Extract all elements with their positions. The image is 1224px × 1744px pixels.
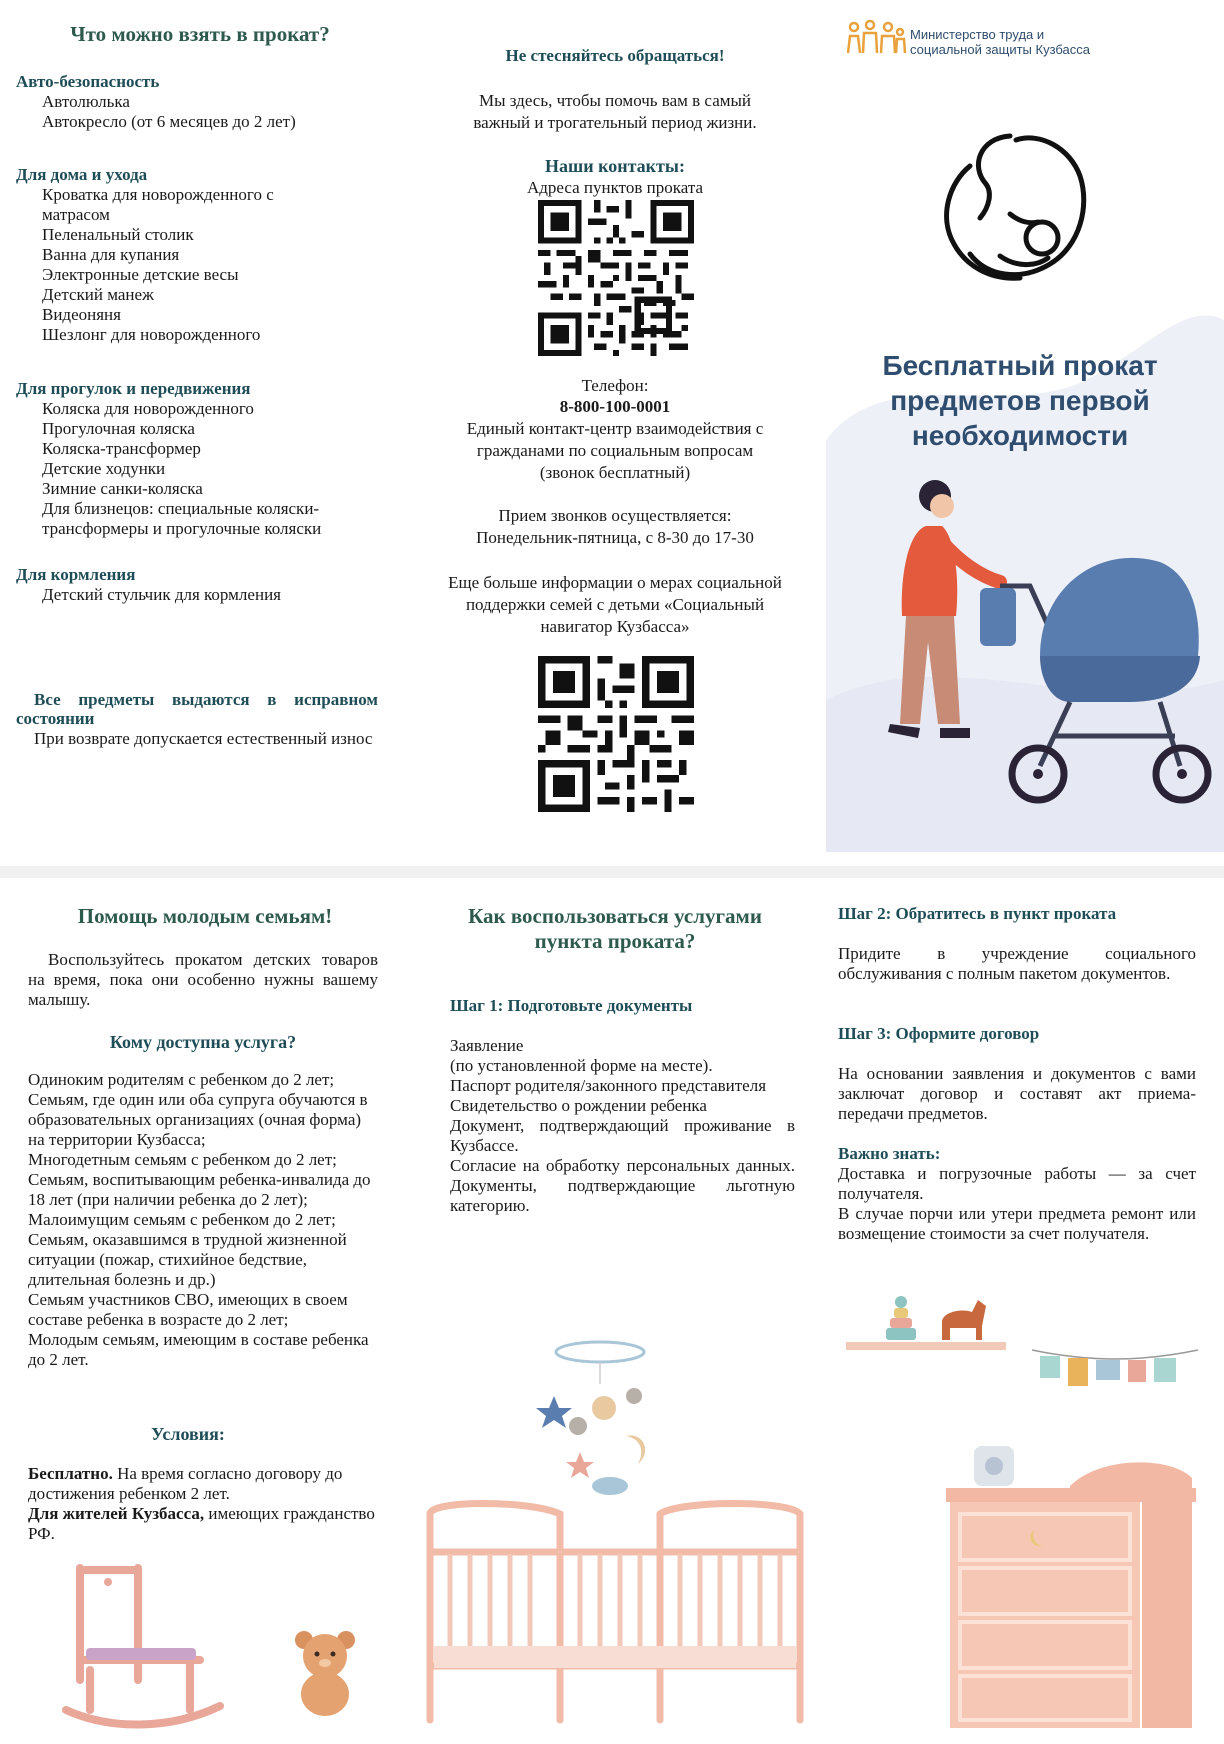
list-item: Заявление bbox=[450, 1036, 524, 1055]
cover-headline bbox=[840, 348, 1200, 453]
list-item: Малоимущим семьям с ребенком до 2 лет; bbox=[28, 1210, 336, 1229]
eligibility-list bbox=[28, 1070, 378, 1370]
mother-with-stroller-illustration bbox=[830, 466, 1220, 846]
list-item: Паспорт родителя/законного представителя bbox=[450, 1076, 767, 1095]
list-item: Семьям, где один или оба супруга обучаются в образовательных организациях (очная форма) на территории Кузбасса; bbox=[28, 1090, 368, 1149]
section-heading: Для дома и ухода bbox=[16, 165, 148, 184]
intro-text: Мы здесь, чтобы помочь вам в самый важный и трогательный период жизни. bbox=[473, 91, 757, 132]
step3-heading: Шаг 3: Оформите договор bbox=[838, 1024, 1040, 1043]
list-item: (по установленной форме на месте). bbox=[450, 1056, 713, 1075]
clothesline-illustration bbox=[1030, 1344, 1200, 1404]
list-item: Для близнецов: специальные коляски- bbox=[42, 499, 320, 518]
list-item: Прогулочная коляска bbox=[42, 419, 195, 438]
step3-text: На основании заявления и документов с вами заключат договор и составят акт приема-передачи предметов. bbox=[838, 1064, 1196, 1123]
headline-line: предметов первой bbox=[890, 385, 1150, 416]
condition-residents-text: имеющих гражданство РФ. bbox=[28, 1504, 375, 1543]
crib-illustration bbox=[410, 1494, 810, 1734]
panel5-title: Как воспользоваться услугами пункта проката? bbox=[468, 904, 762, 953]
list-item: Семьям, воспитывающим ребенка-инвалида до 18 лет (при наличии ребенка до 2 лет); bbox=[28, 1170, 371, 1209]
list-item: Одиноким родителям с ребенком до 2 лет; bbox=[28, 1070, 335, 1089]
condition-residents-bold: Для жителей Кузбасса, bbox=[28, 1504, 205, 1523]
page-divider bbox=[0, 866, 1224, 878]
mobile-toy-illustration bbox=[534, 1336, 674, 1506]
ministry-line-1: Министерство труда и bbox=[910, 27, 1045, 42]
condition-residents bbox=[28, 1504, 378, 1544]
more-info-text: Еще больше информации о мерах социальной поддержки семей с детьми «Социальный навигатор Кузбасса» bbox=[448, 573, 782, 636]
list-item: Свидетельство о рождении ребенка bbox=[450, 1096, 707, 1115]
dresser-illustration bbox=[930, 1426, 1210, 1736]
step1-heading: Шаг 1: Подготовьте документы bbox=[450, 996, 693, 1015]
shelf-toys-illustration bbox=[842, 1286, 1012, 1356]
list-item: Детский стульчик для кормления bbox=[42, 585, 281, 604]
contacts-heading: Наши контакты: bbox=[545, 156, 685, 176]
ministry-logo-icon bbox=[844, 20, 908, 56]
list-item: Семьям участников СВО, имеющих в своем составе ребенка в возрасте до 2 лет; bbox=[28, 1290, 348, 1329]
intro-text: Воспользуйтесь прокатом детских товаров на время, пока они особенно нужны вашему малышу. bbox=[28, 950, 378, 1009]
list-item: Семьям, оказавшимся в трудной жизненной ситуации (пожар, стихийное бедствие, длительная болезнь и др.) bbox=[28, 1230, 347, 1289]
addresses-label: Адреса пунктов проката bbox=[526, 178, 704, 197]
condition-free-text: На время согласно договору до достижения ребенком 2 лет. bbox=[28, 1464, 343, 1503]
important-list bbox=[838, 1164, 1196, 1244]
headline-line: Бесплатный прокат bbox=[882, 350, 1158, 381]
phone-label: Телефон: bbox=[581, 376, 649, 395]
list-item: Коляска для новорожденного bbox=[42, 399, 254, 418]
list-item: Кроватка для новорожденного с bbox=[42, 185, 274, 204]
phone-description: Единый контакт-центр взаимодействия с гражданами по социальным вопросам (звонок бесплатный) bbox=[466, 419, 764, 482]
list-item: Согласие на обработку персональных данных. Документы, подтверждающие льготную категорию. bbox=[450, 1156, 795, 1215]
section-heading: Для прогулок и передвижения bbox=[16, 379, 251, 398]
addresses-qr-code[interactable] bbox=[538, 200, 694, 356]
condition-free-bold: Бесплатно. bbox=[28, 1464, 113, 1483]
list-item: Детский манеж bbox=[42, 285, 154, 304]
list-item: Пеленальный столик bbox=[42, 225, 194, 244]
step2-text: Придите в учреждение социального обслуживания с полным пакетом документов. bbox=[838, 944, 1196, 983]
conditions-heading: Условия: bbox=[151, 1424, 225, 1444]
navigator-qr-code[interactable] bbox=[538, 656, 694, 812]
list-item: Электронные детские весы bbox=[42, 265, 239, 284]
list-item: Зимние санки-коляска bbox=[42, 479, 203, 498]
list-item: Документ, подтверждающий проживание в Кузбассе. bbox=[450, 1116, 795, 1155]
list-item: Видеоняня bbox=[42, 305, 121, 324]
panel4-title: Помощь молодым семьям! bbox=[77, 904, 333, 928]
list-item: Ванна для купания bbox=[42, 245, 180, 264]
mother-baby-logo-icon bbox=[930, 126, 1110, 306]
ministry-name bbox=[910, 27, 1140, 57]
section-heading: Для кормления bbox=[16, 565, 136, 584]
list-item: Шезлонг для новорожденного bbox=[42, 325, 261, 344]
hours-label: Прием звонков осуществляется: bbox=[498, 506, 732, 525]
list-item: трансформеры и прогулочные коляски bbox=[42, 519, 322, 538]
rocking-chair-illustration bbox=[60, 1560, 230, 1730]
section-heading: Авто-безопасность bbox=[16, 72, 160, 91]
list-item: Автокресло (от 6 месяцев до 2 лет) bbox=[42, 112, 296, 131]
list-item: Доставка и погрузочные работы — за счет получателя. bbox=[838, 1164, 1196, 1203]
note-heading: Все предметы выдаются в исправном состоянии bbox=[16, 690, 378, 728]
list-item: матрасом bbox=[42, 205, 110, 224]
list-item: Многодетным семьям с ребенком до 2 лет; bbox=[28, 1150, 337, 1169]
hours-text: Понедельник-пятница, с 8-30 до 17-30 bbox=[476, 528, 754, 547]
panel1-title: Что можно взять в прокат? bbox=[70, 22, 330, 46]
list-item: В случае порчи или утери предмета ремонт или возмещение стоимости за счет получателя. bbox=[838, 1204, 1196, 1243]
note-text: При возврате допускается естественный износ bbox=[34, 729, 373, 748]
list-item: Детские ходунки bbox=[42, 459, 166, 478]
phone-number[interactable]: 8-800-100-0001 bbox=[559, 397, 671, 416]
headline-line: необходимости bbox=[911, 420, 1129, 451]
rental-list bbox=[16, 72, 386, 605]
teddy-bear-illustration bbox=[290, 1628, 360, 1718]
ministry-line-2: социальной защиты Кузбасса bbox=[910, 42, 1091, 57]
who-heading: Кому доступна услуга? bbox=[109, 1032, 297, 1052]
documents-list bbox=[450, 1036, 795, 1216]
step2-heading: Шаг 2: Обратитесь в пункт проката bbox=[838, 904, 1117, 923]
condition-free bbox=[28, 1464, 378, 1504]
list-item: Коляска-трансформер bbox=[42, 439, 201, 458]
important-heading: Важно знать: bbox=[838, 1144, 941, 1163]
panel2-title: Не стесняйтесь обращаться! bbox=[505, 46, 725, 65]
list-item: Автолюлька bbox=[42, 92, 130, 111]
list-item: Молодым семьям, имеющим в составе ребенка до 2 лет. bbox=[28, 1330, 369, 1369]
